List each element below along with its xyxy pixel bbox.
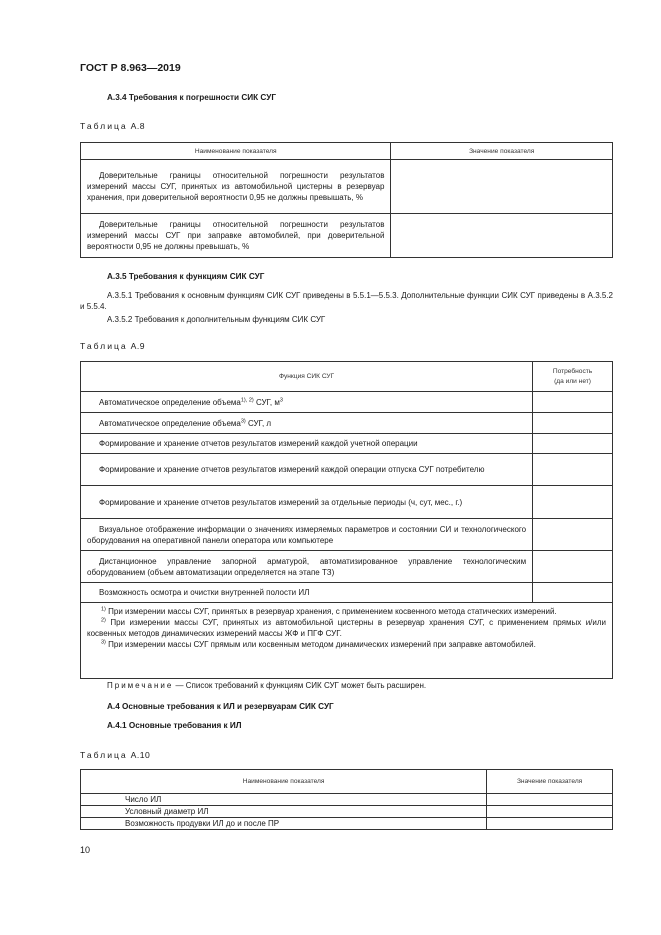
footnote-text: При измерении массы СУГ, принятых в резервуар хранения, с применением косвенного метода статических измерений. xyxy=(105,607,557,616)
table-a8-caption xyxy=(80,121,145,131)
table-a9-header-function: Функция СИК СУГ xyxy=(81,362,533,392)
table-a9-need-cell xyxy=(533,434,613,454)
table-a8 xyxy=(80,142,613,258)
note xyxy=(107,680,426,691)
table-a10-value-cell xyxy=(487,794,613,806)
table-a9-footnotes xyxy=(81,603,613,679)
header-need-line1: Потребность xyxy=(552,367,593,375)
table-a9-need-cell xyxy=(533,486,613,519)
table-a9-row xyxy=(81,392,533,413)
table-a9-need-cell xyxy=(533,413,613,434)
section-title-a35: А.3.5 Требования к функциям СИК СУГ xyxy=(107,272,265,281)
table-a9-need-cell xyxy=(533,583,613,603)
table-a10-row-name: Условный диаметр ИЛ xyxy=(81,806,487,818)
caption-number: А.8 xyxy=(130,121,145,131)
footnote-mark: 1) xyxy=(101,606,106,613)
footnote-ref: 1), 2) xyxy=(240,396,254,403)
section-title-a4: А.4 Основные требования к ИЛ и резервуарам СИК СУГ xyxy=(107,702,334,711)
table-a10-value-cell xyxy=(487,806,613,818)
caption-number: А.10 xyxy=(130,750,151,760)
table-a8-row-value xyxy=(391,214,613,258)
footnote xyxy=(87,639,606,650)
unit-exponent: 3 xyxy=(279,396,283,403)
caption-label: Таблица xyxy=(80,341,128,351)
table-a10-header-name: Наименование показателя xyxy=(81,770,487,794)
document-header: ГОСТ Р 8.963—2019 xyxy=(80,62,181,74)
table-a10-row-name: Возможность продувки ИЛ до и после ПР xyxy=(81,818,487,830)
table-a10-caption xyxy=(80,750,150,760)
page-number: 10 xyxy=(80,845,91,855)
table-a9-caption xyxy=(80,341,145,351)
table-a9-need-cell xyxy=(533,519,613,551)
row-unit: СУГ, л xyxy=(245,418,272,428)
section-title-a34: А.3.4 Требования к погрешности СИК СУГ xyxy=(107,93,276,102)
footnote-mark: 2) xyxy=(101,617,106,624)
table-a9-need-cell xyxy=(533,551,613,583)
row-text: Автоматическое определение объема xyxy=(99,418,241,428)
table-a9-need-cell xyxy=(533,454,613,486)
table-a8-row-name: Доверительные границы относительной погрешности результатов измерений массы СУГ, принятых из автомобильной цистерны в резервуар хранения, при доверительной вероятности 0,95 не должны превышать, % xyxy=(81,160,391,214)
table-a8-row-value xyxy=(391,160,613,214)
section-title-a41: А.4.1 Основные требования к ИЛ xyxy=(107,721,242,730)
table-a10-header-value: Значение показателя xyxy=(487,770,613,794)
table-a9-need-cell xyxy=(533,392,613,413)
table-a9-row: Формирование и хранение отчетов результатов измерений каждой операции отпуска СУГ потребителю xyxy=(81,454,533,486)
table-a9-row: Формирование и хранение отчетов результатов измерений каждой учетной операции xyxy=(81,434,533,454)
caption-number: А.9 xyxy=(130,341,145,351)
note-label: Примечание xyxy=(107,681,174,690)
footnote xyxy=(87,606,606,617)
caption-label: Таблица xyxy=(80,750,128,760)
footnote xyxy=(87,617,606,639)
footnote-text: При измерении массы СУГ прямым или косвенным методом динамических измерений при заправке автомобилей. xyxy=(105,640,536,649)
header-need-line2: (да или нет) xyxy=(554,377,591,385)
table-a9-row: Возможность осмотра и очистки внутренней полости ИЛ xyxy=(81,583,533,603)
table-a10-row-name: Число ИЛ xyxy=(81,794,487,806)
caption-label: Таблица xyxy=(80,121,128,131)
table-a9-row: Дистанционное управление запорной арматурой, автоматизированное управление технологическим оборудованием (объем автоматизации определяется на этапе ТЗ) xyxy=(81,551,533,583)
table-a8-row-name: Доверительные границы относительной погрешности результатов измерений массы СУГ при заправке автомобилей, при доверительной вероятности 0,95 не должны превышать, % xyxy=(81,214,391,258)
table-a10 xyxy=(80,769,613,830)
paragraph-a351: А.3.5.1 Требования к основным функциям СИК СУГ приведены в 5.5.1—5.5.3. Дополнительные функции СИК СУГ приведены в А.3.5.2 и 5.5.4. xyxy=(80,291,613,311)
table-a8-header-name: Наименование показателя xyxy=(81,143,391,160)
footnote-text: При измерении массы СУГ, принятых из автомобильной цистерны в резервуар хранения СУГ, с применением прямых и/или косвенных методов динамических измерений массы ЖФ и ПГФ СУГ. xyxy=(87,618,606,638)
row-text: Автоматическое определение объема xyxy=(99,397,241,407)
footnote-ref: 3) xyxy=(240,417,246,424)
table-a9-row: Визуальное отображение информации о значениях измеряемых параметров и состоянии СИ и технологического оборудования на оперативной панели оператора или компьютере xyxy=(81,519,533,551)
table-a9 xyxy=(80,361,613,679)
footnote-mark: 3) xyxy=(101,639,106,646)
table-a8-header-value: Значение показателя xyxy=(391,143,613,160)
table-a9-row: Формирование и хранение отчетов результатов измерений за отдельные периоды (ч, сут, мес., г.) xyxy=(81,486,533,519)
note-text: — Список требований к функциям СИК СУГ может быть расширен. xyxy=(173,681,427,690)
row-unit: СУГ, м xyxy=(253,397,280,407)
table-a9-row xyxy=(81,413,533,434)
paragraph-a352: А.3.5.2 Требования к дополнительным функциям СИК СУГ xyxy=(107,315,326,324)
table-a10-value-cell xyxy=(487,818,613,830)
table-a9-header-need xyxy=(533,362,613,392)
